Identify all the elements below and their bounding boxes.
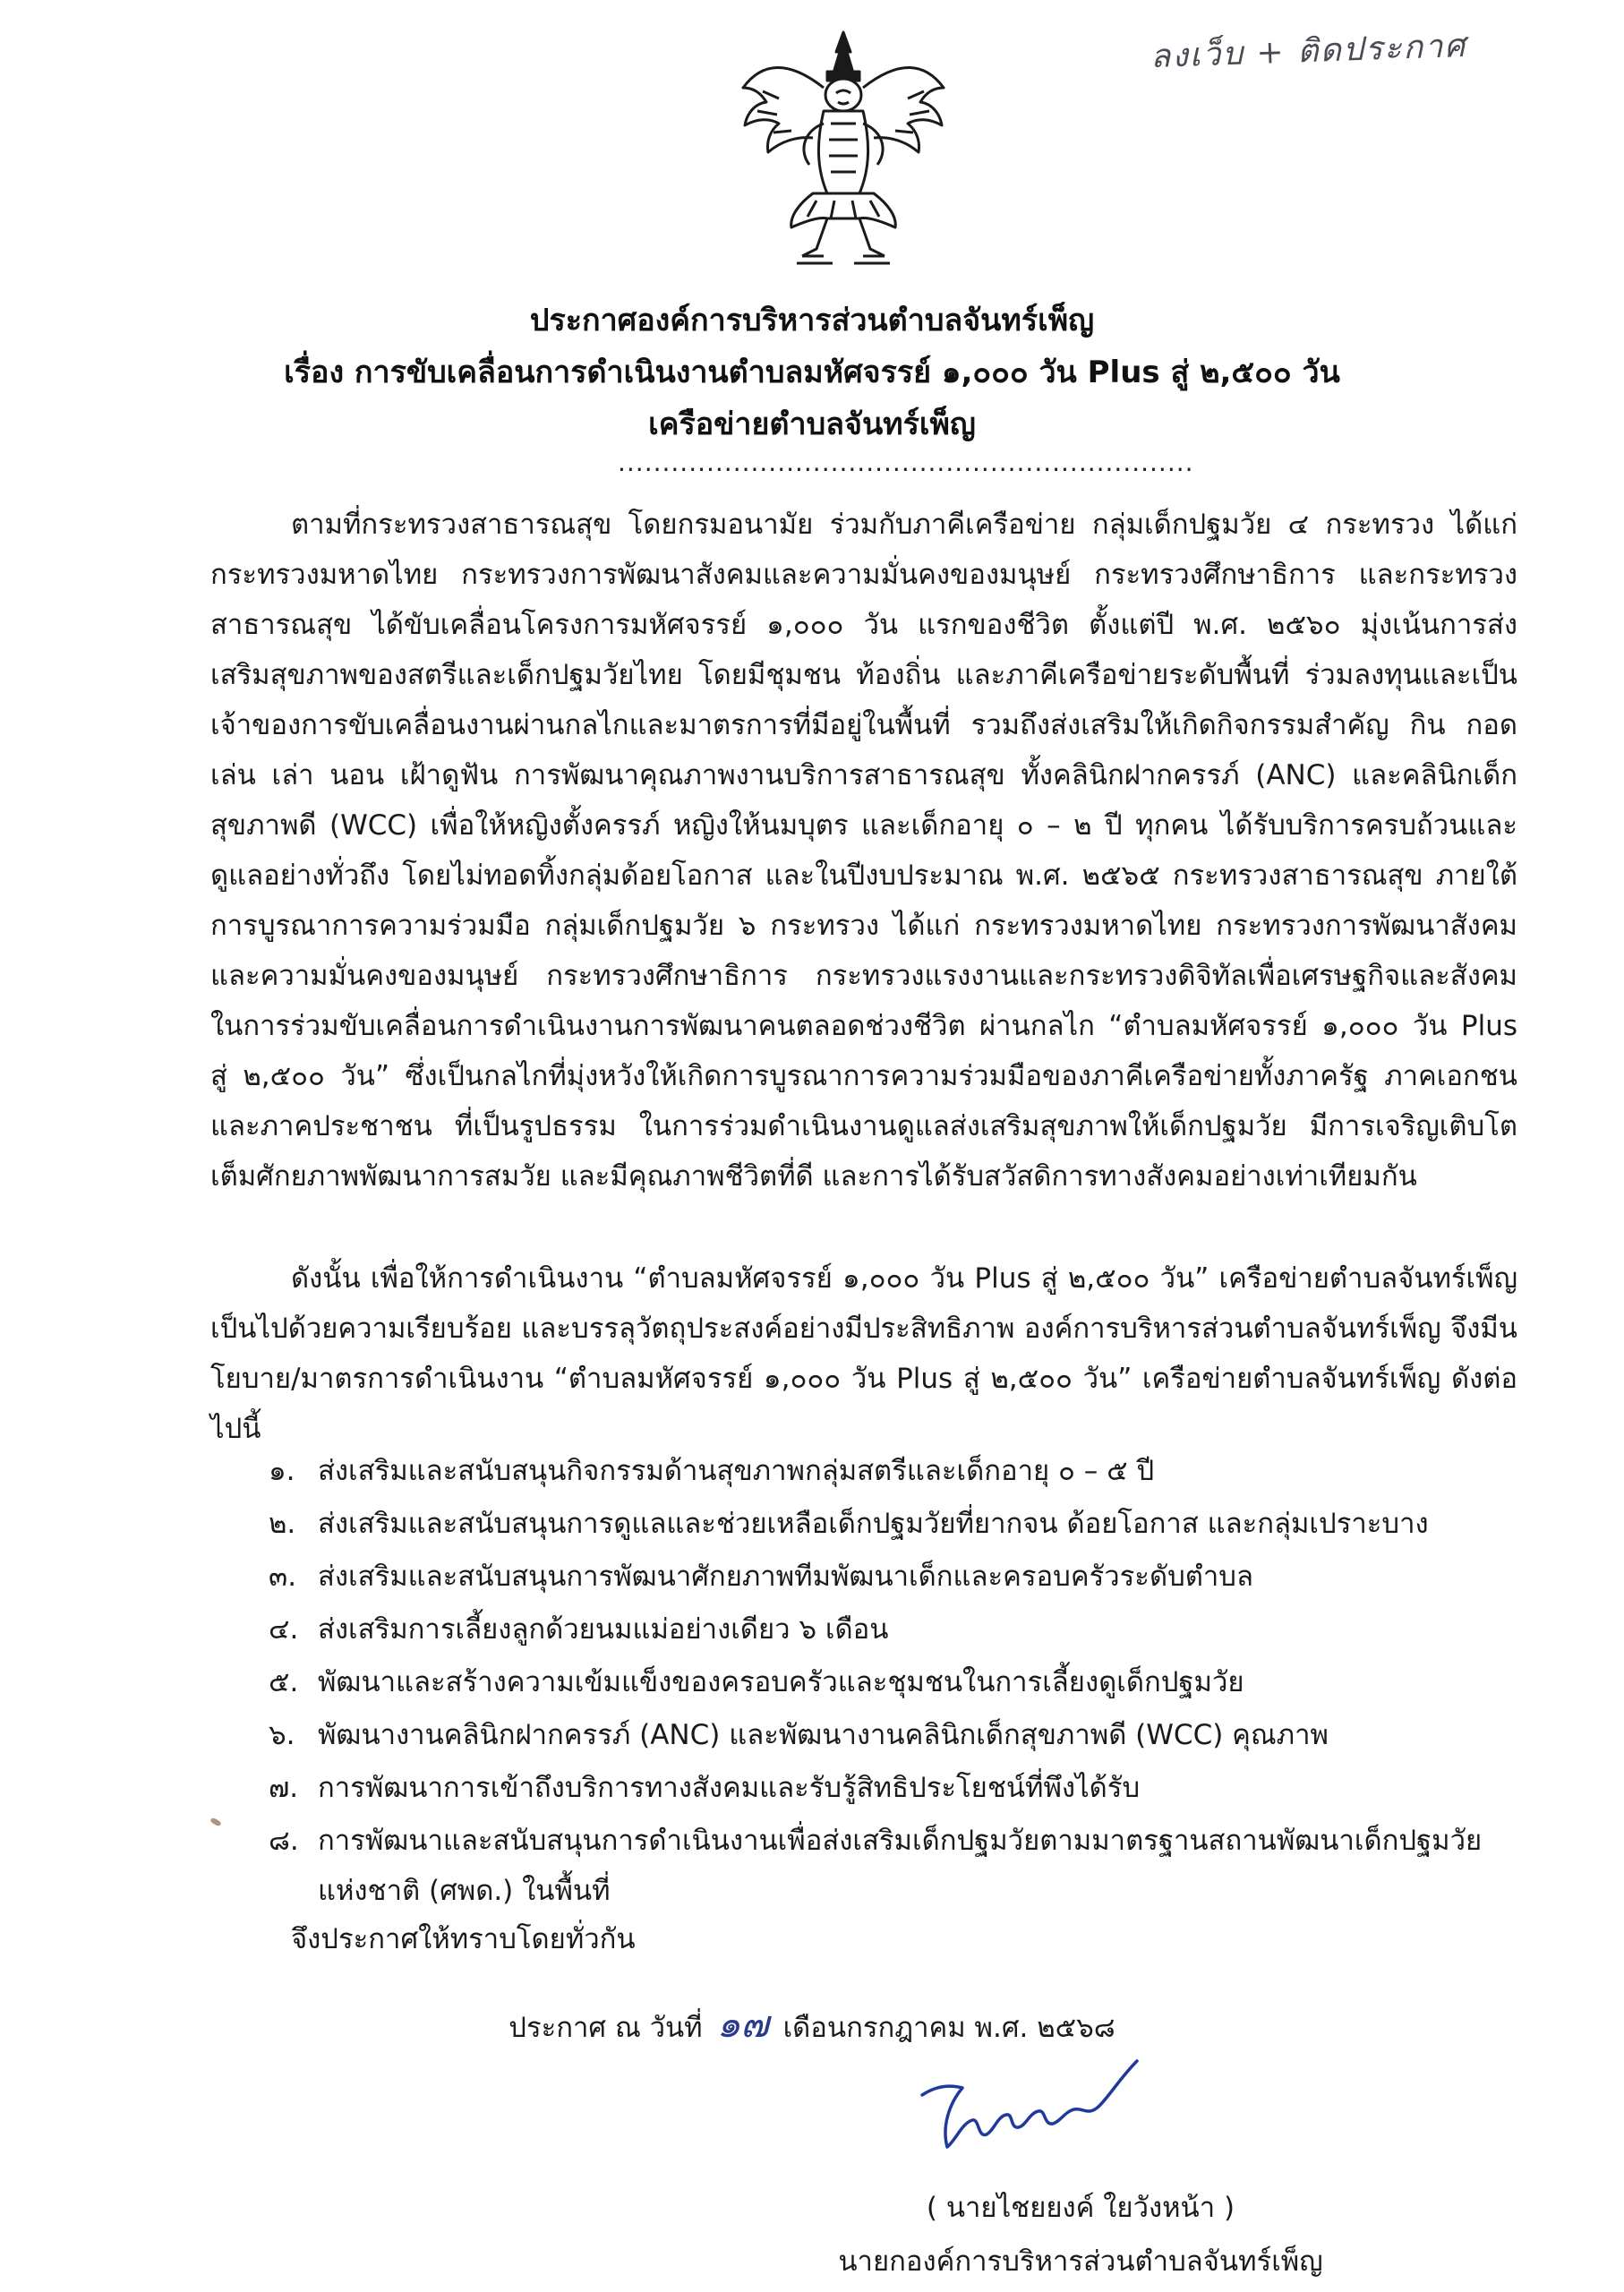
list-item-text: ส่งเสริมและสนับสนุนการพัฒนาศักยภาพทีมพัฒนาเด็กและครอบครัวระดับตำบล	[318, 1561, 1253, 1593]
list-item-number: ๒.	[269, 1508, 296, 1540]
handwritten-note: ลงเว็บ + ติดประกาศ	[1150, 27, 1467, 76]
list-item-number: ๖.	[269, 1719, 295, 1751]
title-divider: .................................................................	[618, 448, 1194, 477]
list-item	[269, 1763, 1522, 1813]
garuda-emblem-icon	[727, 25, 960, 271]
date-prefix: ประกาศ ณ วันที่	[509, 2012, 703, 2044]
date-suffix: เดือนกรกฎาคม พ.ศ. ๒๕๖๘	[782, 2012, 1115, 2044]
announcement-network: เครือข่ายตำบลจันทร์เพ็ญ	[648, 406, 976, 442]
handwritten-signature	[886, 2041, 1155, 2176]
list-item-text: พัฒนางานคลินิกฝากครรภ์ (ANC) และพัฒนางานคลินิกเด็กสุขภาพดี (WCC) คุณภาพ	[318, 1719, 1329, 1751]
policy-list	[269, 1446, 1522, 1919]
body-paragraph-2: ดังนั้น เพื่อให้การดำเนินงาน “ตำบลมหัศจรรย์ ๑,๐๐๐ วัน Plus สู่ ๒,๕๐๐ วัน” เครือข่ายตำบลจันทร์เพ็ญ เป็นไปด้วยความเรียบร้อย และบรรลุวัตถุประสงค์อย่างมีประสิทธิภาพ องค์การบริหารส่วนตำบลจันทร์เพ็ญ จึงมีนโยบาย/มาตรการดำเนินงาน “ตำบลมหัศจรรย์ ๑,๐๐๐ วัน Plus สู่ ๒,๕๐๐ วัน” เครือข่ายตำบลจันทร์เพ็ญ ดังต่อไปนี้	[210, 1262, 1517, 1445]
list-item-number: ๘.	[269, 1825, 299, 1857]
body-paragraph-1: ตามที่กระทรวงสาธารณสุข โดยกรมอนามัย ร่วมกับภาคีเครือข่าย กลุ่มเด็กปฐมวัย ๔ กระทรวง ได้แก่ กระทรวงมหาดไทย กระทรวงการพัฒนาสังคมและความมั่นคงของมนุษย์ กระทรวงศึกษาธิการ และกระทรวงสาธารณสุข ได้ขับเคลื่อนโครงการมหัศจรรย์ ๑,๐๐๐ วัน แรกของชีวิต ตั้งแต่ปี พ.ศ. ๒๕๖๐ มุ่งเน้นการส่งเสริมสุขภาพของสตรีและเด็กปฐมวัยไทย โดยมีชุมชน ท้องถิ่น และภาคีเครือข่ายระดับพื้นที่ ร่วมลงทุนและเป็นเจ้าของการขับเคลื่อนงานผ่านกลไกและมาตรการที่มีอยู่ในพื้นที่ รวมถึงส่งเสริมให้เกิดกิจกรรมสำคัญ กิน กอด เล่น เล่า นอน เฝ้าดูฟัน การพัฒนาคุณภาพงานบริการสาธารณสุข ทั้งคลินิกฝากครรภ์ (ANC) และคลินิกเด็กสุขภาพดี (WCC) เพื่อให้หญิงตั้งครรภ์ หญิงให้นมบุตร และเด็กอายุ ๐ – ๒ ปี ทุกคน ได้รับบริการครบถ้วนและดูแลอย่างทั่วถึง โดยไม่ทอดทิ้งกลุ่มด้อยโอกาส และในปีงบประมาณ พ.ศ. ๒๕๖๕ กระทรวงสาธารณสุข ภายใต้การบูรณาการความร่วมมือ กลุ่มเด็กปฐมวัย ๖ กระทรวง ได้แก่ กระทรวงมหาดไทย กระทรวงการพัฒนาสังคมและความมั่นคงของมนุษย์ กระทรวงศึกษาธิการ กระทรวงแรงงานและกระทรวงดิจิทัลเพื่อเศรษฐกิจและสังคม ในการร่วมขับเคลื่อนการดำเนินงานการพัฒนาคนตลอดช่วงชีวิต ผ่านกลไก “ตำบลมหัศจรรย์ ๑,๐๐๐ วัน Plus สู่ ๒,๕๐๐ วัน” ซึ่งเป็นกลไกที่มุ่งหวังให้เกิดการบูรณาการความร่วมมือของภาคีเครือข่ายทั้งภาครัฐ ภาคเอกชน และภาคประชาชน ที่เป็นรูปธรรม ในการร่วมดำเนินงานดูแลส่งเสริมสุขภาพให้เด็กปฐมวัย มีการเจริญเติบโตเต็มศักยภาพพัฒนาการสมวัย และมีคุณภาพชีวิตที่ดี และการได้รับสวัสดิการทางสังคมอย่างเท่าเทียมกัน	[210, 509, 1517, 1193]
paper-speck	[209, 1817, 221, 1826]
announcement-subject: เรื่อง การขับเคลื่อนการดำเนินงานตำบลมหัศจรรย์ ๑,๐๐๐ วัน Plus สู่ ๒,๕๐๐ วัน	[284, 355, 1340, 390]
list-item-text: ส่งเสริมและสนับสนุนการดูแลและช่วยเหลือเด็กปฐมวัยที่ยากจน ด้อยโอกาส และกลุ่มเปราะบาง	[318, 1508, 1429, 1540]
list-item	[269, 1816, 1522, 1916]
list-item	[269, 1604, 1522, 1655]
list-item-number: ๓.	[269, 1561, 297, 1593]
announcement-title: ประกาศองค์การบริหารส่วนตำบลจันทร์เพ็ญ	[529, 303, 1095, 338]
date-day: ๑๗	[716, 2002, 769, 2046]
list-item	[269, 1446, 1522, 1496]
list-item-text: ส่งเสริมการเลี้ยงลูกด้วยนมแม่อย่างเดียว ๖ เดือน	[318, 1613, 889, 1646]
list-item-text: ส่งเสริมและสนับสนุนกิจกรรมด้านสุขภาพกลุ่มสตรีและเด็กอายุ ๐ – ๕ ปี	[318, 1455, 1155, 1487]
list-item-text: พัฒนาและสร้างความเข้มแข็งของครอบครัวและชุมชนในการเลี้ยงดูเด็กปฐมวัย	[318, 1666, 1244, 1698]
signatory-title: นายกองค์การบริหารส่วนตำบลจันทร์เพ็ญ	[838, 2245, 1323, 2278]
list-item	[269, 1499, 1522, 1549]
list-item-number: ๗.	[269, 1772, 299, 1804]
list-item-text: การพัฒนาและสนับสนุนการดำเนินงานเพื่อส่งเสริมเด็กปฐมวัยตามมาตรฐานสถานพัฒนาเด็กปฐมวัยแห่งชาติ (ศพด.) ในพื้นที่	[318, 1825, 1483, 1907]
list-item	[269, 1657, 1522, 1707]
list-item-number: ๑.	[269, 1455, 295, 1487]
list-item-number: ๕.	[269, 1666, 299, 1698]
signatory-name: ( นายไชยยงค์ ใยวังหน้า )	[926, 2192, 1235, 2224]
list-item	[269, 1552, 1522, 1602]
announcement-date	[0, 1995, 1624, 2054]
list-item	[269, 1710, 1522, 1760]
list-item-text: การพัฒนาการเข้าถึงบริการทางสังคมและรับรู้สิทธิประโยชน์ที่พึงได้รับ	[318, 1772, 1141, 1804]
closing-statement: จึงประกาศให้ทราบโดยทั่วกัน	[291, 1923, 636, 1955]
list-item-number: ๔.	[269, 1613, 299, 1646]
